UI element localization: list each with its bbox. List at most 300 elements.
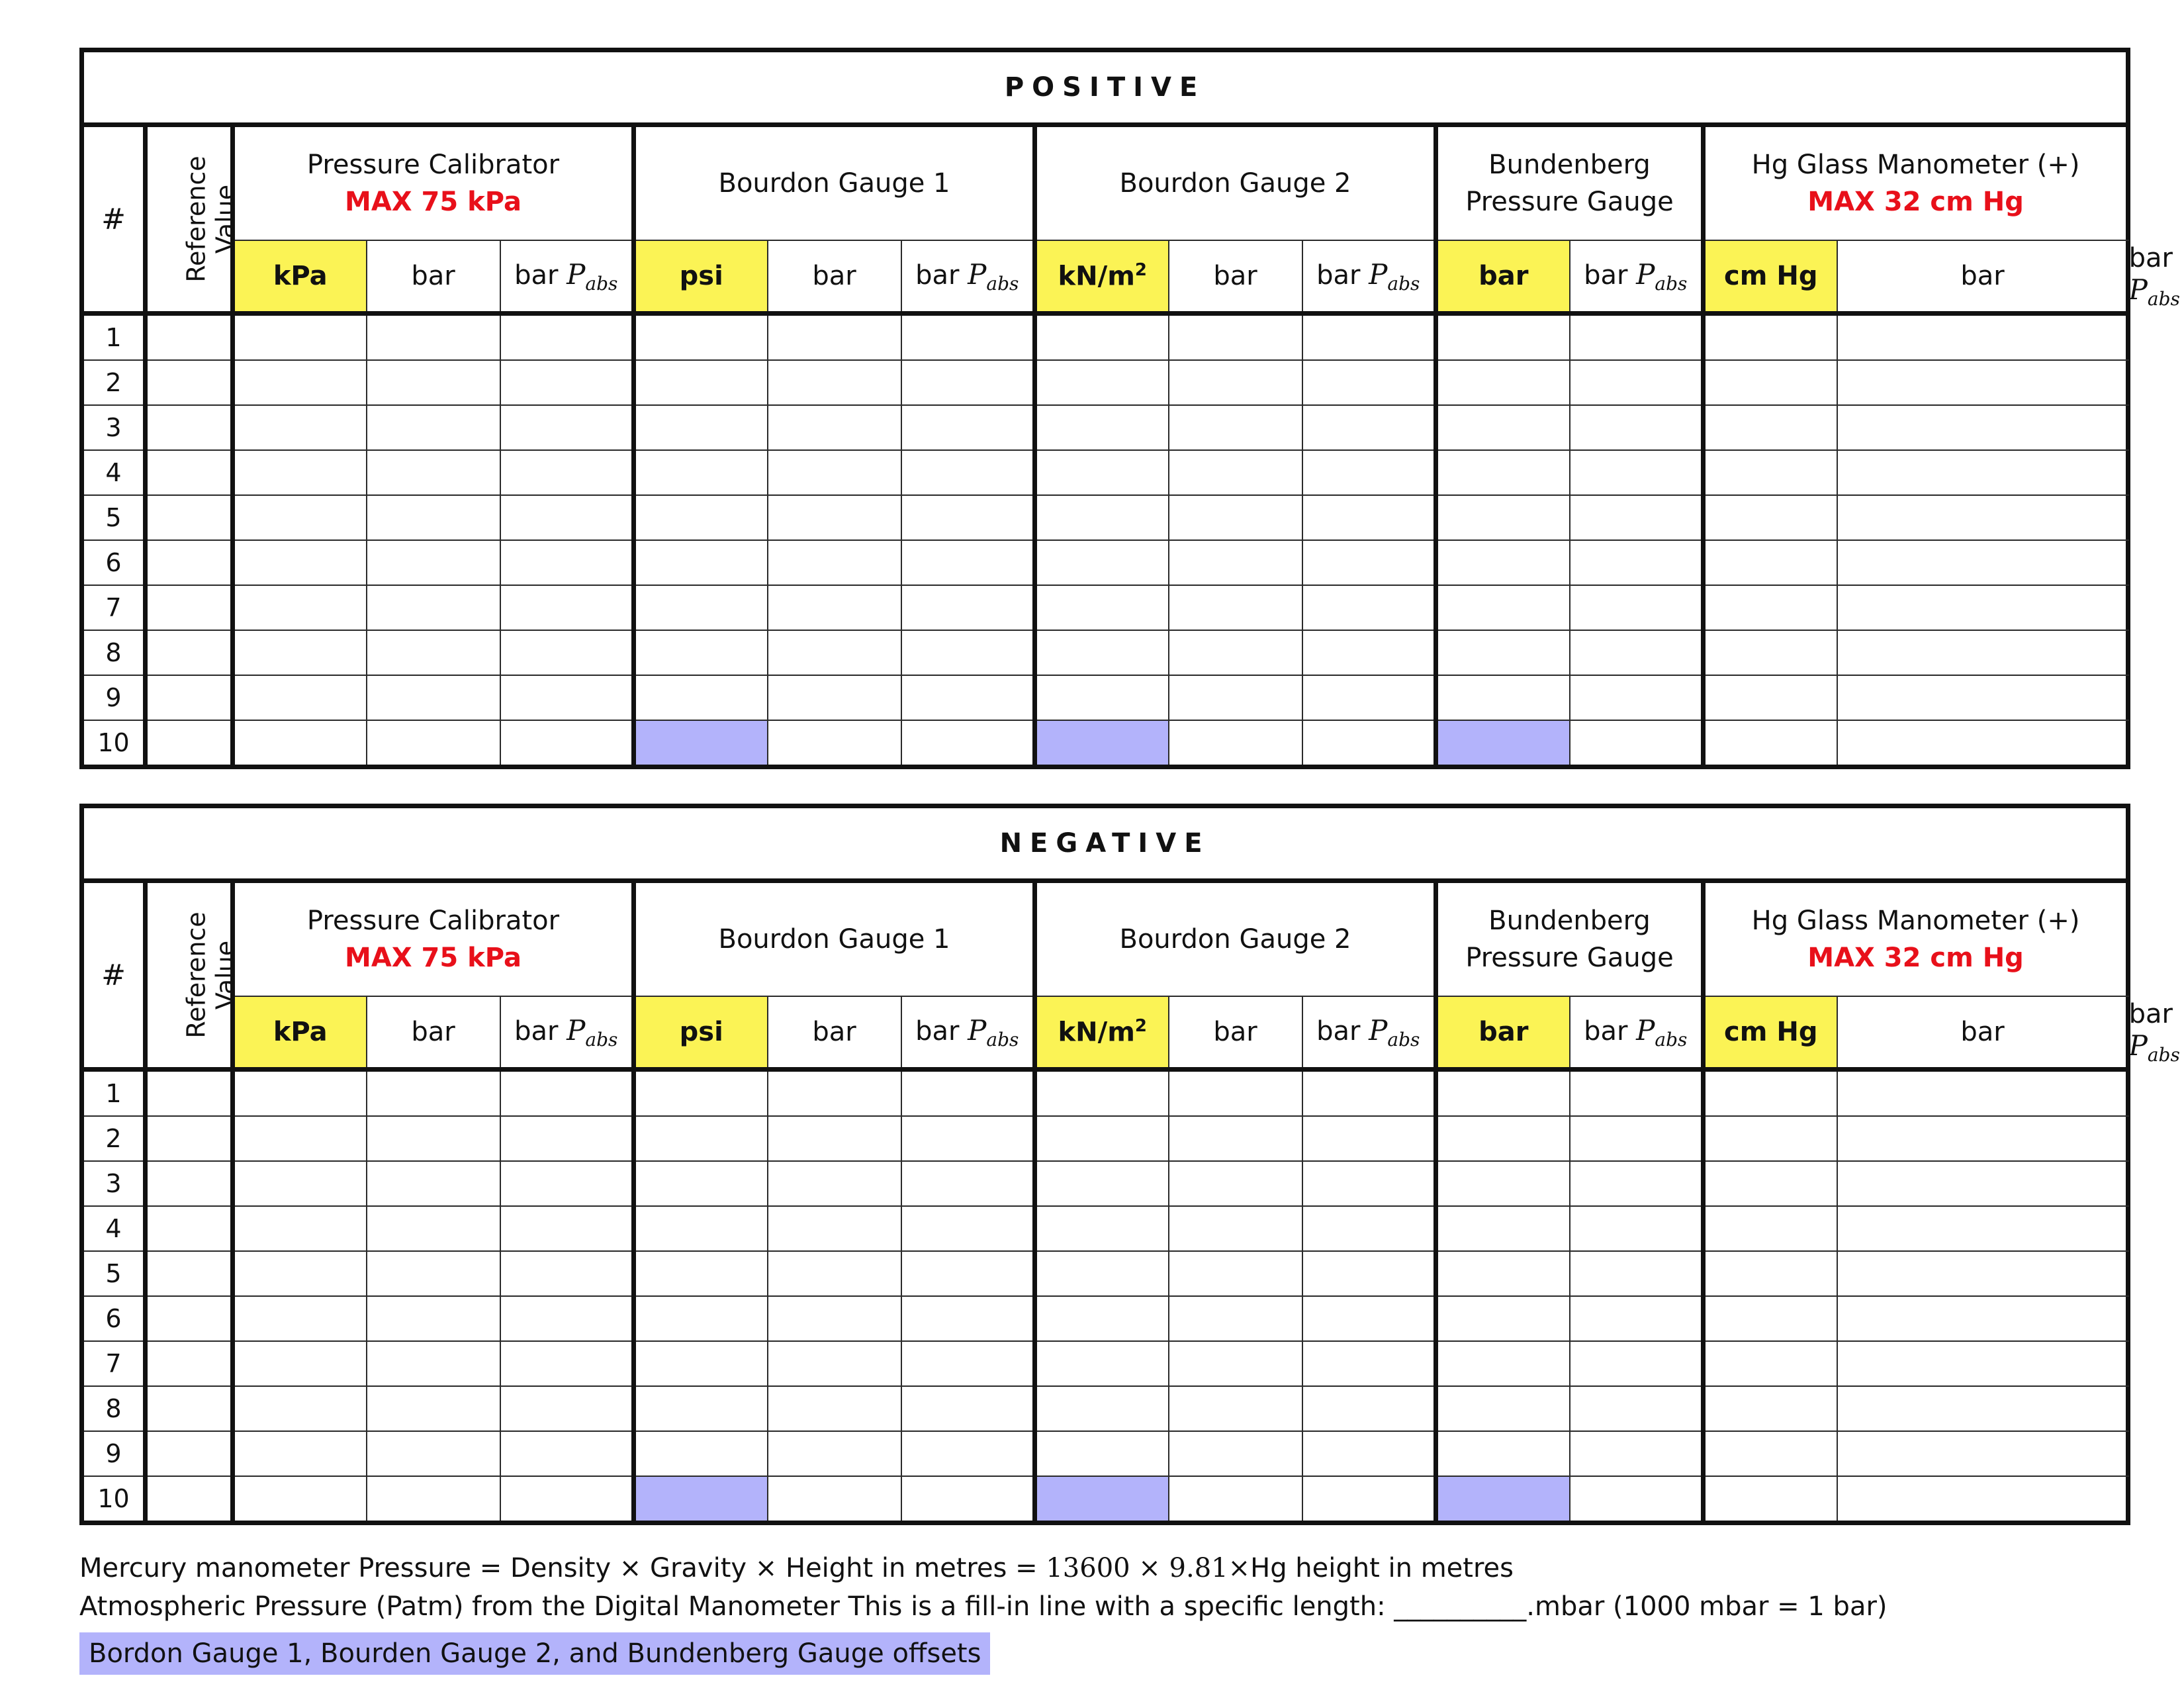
entry-cell[interactable] [1570,495,1704,540]
reference-value-cell[interactable] [146,360,233,405]
entry-cell[interactable] [233,360,367,405]
unit-header-bar-absolute: bar $P_{abs}$ [500,240,634,314]
entry-cell[interactable] [233,1386,367,1431]
table-row [82,540,2128,585]
entry-cell[interactable] [1837,360,2128,405]
entry-cell[interactable] [901,675,1035,720]
reference-value-cell[interactable] [146,720,233,767]
entry-cell[interactable] [1837,1386,2128,1431]
entry-cell[interactable] [1704,1341,1837,1386]
entry-cell[interactable] [634,1296,768,1341]
entry-cell[interactable] [1169,540,1302,585]
entry-cell[interactable] [1436,405,1570,450]
entry-cell[interactable] [634,360,768,405]
entry-cell[interactable] [634,1251,768,1296]
entry-cell[interactable] [1570,1070,1704,1117]
entry-cell[interactable] [1837,450,2128,495]
entry-cell[interactable] [634,1431,768,1476]
entry-cell[interactable] [1436,1431,1570,1476]
entry-cell[interactable] [634,1341,768,1386]
entry-cell[interactable] [768,1476,901,1523]
entry-cell[interactable] [367,360,500,405]
entry-cell[interactable] [1035,1341,1169,1386]
entry-cell[interactable] [367,1296,500,1341]
entry-cell[interactable] [768,1116,901,1161]
entry-cell[interactable] [901,585,1035,630]
entry-cell[interactable] [367,1070,500,1117]
entry-cell[interactable] [1169,1431,1302,1476]
reference-value-cell[interactable] [146,1341,233,1386]
entry-cell[interactable] [901,630,1035,675]
entry-cell[interactable] [1570,1386,1704,1431]
entry-cell[interactable] [1570,1341,1704,1386]
entry-cell[interactable] [634,450,768,495]
entry-cell[interactable] [367,495,500,540]
entry-cell[interactable] [1436,1116,1570,1161]
entry-cell[interactable] [1436,450,1570,495]
offset-legend: Bordon Gauge 1, Bourden Gauge 2, and Bundenberg Gauge offsets [79,1632,990,1675]
offset-cell[interactable] [634,1476,768,1523]
entry-cell[interactable] [1837,314,2128,361]
entry-cell[interactable] [1169,675,1302,720]
entry-cell[interactable] [1035,585,1169,630]
entry-cell[interactable] [768,450,901,495]
reference-value-cell[interactable] [146,540,233,585]
entry-cell[interactable] [1704,1476,1837,1523]
entry-cell[interactable] [1035,405,1169,450]
entry-cell[interactable] [1035,1116,1169,1161]
entry-cell[interactable] [768,1161,901,1206]
entry-cell[interactable] [1035,314,1169,361]
entry-cell[interactable] [1570,1296,1704,1341]
bourdon-gauge-1-header: Bourdon Gauge 1 [634,881,1035,997]
reference-value-cell[interactable] [146,405,233,450]
entry-cell[interactable] [1169,1341,1302,1386]
entry-cell[interactable] [1570,1476,1704,1523]
entry-cell[interactable] [1837,1070,2128,1117]
entry-cell[interactable] [634,1116,768,1161]
entry-cell[interactable] [1035,495,1169,540]
entry-cell[interactable] [1704,720,1837,767]
reference-value-cell[interactable] [146,1296,233,1341]
entry-cell[interactable] [1169,1070,1302,1117]
entry-cell[interactable] [1302,360,1436,405]
entry-cell[interactable] [500,585,634,630]
entry-cell[interactable] [1035,630,1169,675]
unit-header-bar-absolute: bar $P_{abs}$ [901,996,1035,1070]
entry-cell[interactable] [1436,1341,1570,1386]
entry-cell[interactable] [634,630,768,675]
entry-cell[interactable] [1436,1070,1570,1117]
entry-cell[interactable] [1704,1296,1837,1341]
entry-cell[interactable] [233,450,367,495]
entry-cell[interactable] [500,405,634,450]
entry-cell[interactable] [1302,1251,1436,1296]
reference-value-cell[interactable] [146,675,233,720]
entry-cell[interactable] [1570,314,1704,361]
entry-cell[interactable] [1302,1296,1436,1341]
entry-cell[interactable] [1302,1161,1436,1206]
entry-cell[interactable] [901,1116,1035,1161]
entry-cell[interactable] [901,720,1035,767]
entry-cell[interactable] [1704,1431,1837,1476]
entry-cell[interactable] [634,540,768,585]
entry-cell[interactable] [500,1431,634,1476]
entry-cell[interactable] [1570,1251,1704,1296]
entry-cell[interactable] [367,1386,500,1431]
reference-value-cell[interactable] [146,1251,233,1296]
reference-value-cell[interactable] [146,314,233,361]
entry-cell[interactable] [768,1431,901,1476]
entry-cell[interactable] [1570,585,1704,630]
entry-cell[interactable] [1837,1161,2128,1206]
entry-cell[interactable] [1837,675,2128,720]
entry-cell[interactable] [1570,675,1704,720]
entry-cell[interactable] [901,1070,1035,1117]
entry-cell[interactable] [233,585,367,630]
table-row [82,1386,2128,1431]
entry-cell[interactable] [634,675,768,720]
entry-cell[interactable] [367,630,500,675]
reference-value-cell[interactable] [146,1206,233,1251]
bourdon-gauge-2-header: Bourdon Gauge 2 [1035,125,1436,241]
entry-cell[interactable] [233,495,367,540]
reference-value-cell[interactable] [146,630,233,675]
unit-header-primary: cm Hg [1704,240,1837,314]
entry-cell[interactable] [901,540,1035,585]
entry-cell[interactable] [1169,1161,1302,1206]
reference-value-cell[interactable] [146,450,233,495]
entry-cell[interactable] [1302,540,1436,585]
entry-cell[interactable] [1436,495,1570,540]
entry-cell[interactable] [1035,675,1169,720]
entry-cell[interactable] [901,1206,1035,1251]
entry-cell[interactable] [367,405,500,450]
entry-cell[interactable] [1035,1296,1169,1341]
entry-cell[interactable] [233,314,367,361]
entry-cell[interactable] [500,450,634,495]
entry-cell[interactable] [367,1251,500,1296]
entry-cell[interactable] [768,1386,901,1431]
entry-cell[interactable] [901,1341,1035,1386]
entry-cell[interactable] [1837,1116,2128,1161]
entry-cell[interactable] [1169,720,1302,767]
entry-cell[interactable] [768,1296,901,1341]
entry-cell[interactable] [634,314,768,361]
reference-value-cell[interactable] [146,585,233,630]
entry-cell[interactable] [1302,1431,1436,1476]
entry-cell[interactable] [1570,630,1704,675]
entry-cell[interactable] [1704,1386,1837,1431]
entry-cell[interactable] [1704,630,1837,675]
entry-cell[interactable] [1436,630,1570,675]
entry-cell[interactable] [367,1161,500,1206]
entry-cell[interactable] [1169,585,1302,630]
entry-cell[interactable] [1035,450,1169,495]
entry-cell[interactable] [768,1070,901,1117]
entry-cell[interactable] [1704,314,1837,361]
unit-header-primary: psi [634,996,768,1070]
entry-cell[interactable] [1570,540,1704,585]
entry-cell[interactable] [768,405,901,450]
entry-cell[interactable] [1169,405,1302,450]
entry-cell[interactable] [1704,1116,1837,1161]
entry-cell[interactable] [1570,360,1704,405]
entry-cell[interactable] [1169,314,1302,361]
entry-cell[interactable] [1035,1206,1169,1251]
entry-cell[interactable] [901,1431,1035,1476]
entry-cell[interactable] [1035,1431,1169,1476]
entry-cell[interactable] [1837,1476,2128,1523]
entry-cell[interactable] [500,675,634,720]
table-row [82,630,2128,675]
entry-cell[interactable] [367,540,500,585]
entry-cell[interactable] [1035,360,1169,405]
entry-cell[interactable] [1169,1251,1302,1296]
entry-cell[interactable] [1837,720,2128,767]
entry-cell[interactable] [1436,314,1570,361]
entry-cell[interactable] [1302,585,1436,630]
entry-cell[interactable] [1570,405,1704,450]
entry-cell[interactable] [367,1206,500,1251]
entry-cell[interactable] [901,360,1035,405]
entry-cell[interactable] [233,1296,367,1341]
entry-cell[interactable] [500,314,634,361]
entry-cell[interactable] [233,405,367,450]
offset-cell[interactable] [1035,720,1169,767]
table-title: POSITIVE [82,50,2128,125]
reference-value-cell[interactable] [146,1161,233,1206]
entry-cell[interactable] [768,1251,901,1296]
entry-cell[interactable] [500,1206,634,1251]
entry-cell[interactable] [367,450,500,495]
entry-cell[interactable] [634,1161,768,1206]
entry-cell[interactable] [1704,540,1837,585]
entry-cell[interactable] [1169,1206,1302,1251]
entry-cell[interactable] [1169,450,1302,495]
entry-cell[interactable] [1837,630,2128,675]
entry-cell[interactable] [1704,1251,1837,1296]
entry-cell[interactable] [634,405,768,450]
entry-cell[interactable] [634,585,768,630]
entry-cell[interactable] [1436,540,1570,585]
entry-cell[interactable] [1035,1161,1169,1206]
entry-cell[interactable] [500,1116,634,1161]
entry-cell[interactable] [1837,405,2128,450]
entry-cell[interactable] [1570,1161,1704,1206]
entry-cell[interactable] [634,1070,768,1117]
entry-cell[interactable] [500,360,634,405]
entry-cell[interactable] [1436,1251,1570,1296]
entry-cell[interactable] [233,1116,367,1161]
entry-cell[interactable] [233,1206,367,1251]
entry-cell[interactable] [1169,630,1302,675]
entry-cell[interactable] [1302,450,1436,495]
entry-cell[interactable] [901,1161,1035,1206]
entry-cell[interactable] [1436,360,1570,405]
entry-cell[interactable] [500,1161,634,1206]
entry-cell[interactable] [1035,1251,1169,1296]
entry-cell[interactable] [500,630,634,675]
entry-cell[interactable] [901,1386,1035,1431]
entry-cell[interactable] [233,540,367,585]
entry-cell[interactable] [1436,1161,1570,1206]
entry-cell[interactable] [1035,1386,1169,1431]
entry-cell[interactable] [634,1206,768,1251]
entry-cell[interactable] [901,1296,1035,1341]
entry-cell[interactable] [1704,1161,1837,1206]
entry-cell[interactable] [1302,405,1436,450]
table-row [82,1296,2128,1341]
entry-cell[interactable] [367,1116,500,1161]
entry-cell[interactable] [233,1476,367,1523]
entry-cell[interactable] [500,495,634,540]
entry-cell[interactable] [634,1386,768,1431]
entry-cell[interactable] [233,675,367,720]
entry-cell[interactable] [1837,1296,2128,1341]
entry-cell[interactable] [233,1341,367,1386]
entry-cell[interactable] [1302,1116,1436,1161]
entry-cell[interactable] [1704,1070,1837,1117]
entry-cell[interactable] [1570,450,1704,495]
entry-cell[interactable] [1169,1116,1302,1161]
entry-cell[interactable] [500,1296,634,1341]
offset-cell[interactable] [1035,1476,1169,1523]
entry-cell[interactable] [1436,1206,1570,1251]
entry-cell[interactable] [1837,585,2128,630]
entry-cell[interactable] [901,1251,1035,1296]
entry-cell[interactable] [500,720,634,767]
entry-cell[interactable] [768,630,901,675]
entry-cell[interactable] [1704,495,1837,540]
entry-cell[interactable] [768,585,901,630]
entry-cell[interactable] [1035,540,1169,585]
entry-cell[interactable] [1302,1341,1436,1386]
entry-cell[interactable] [233,630,367,675]
entry-cell[interactable] [1302,720,1436,767]
entry-cell[interactable] [367,585,500,630]
data-table: POSITIVE # Reference Value Pressure Calibrator MAX 75 kPa Bourdon Gauge 1 Bourdon Gauge 2 Bundenberg Pressure Gauge Hg Glass Manometer (+) MAX 32 cm Hg kPa bar bar $P_{abs}$ psi bar bar $P_{abs}$ $kN/m^2$ bar bar $P_{abs}$ bar bar $P_{abs}$ cm Hg bar bar $P_{abs}$ 1 2 3 4 5 6 7 8 9 10 [79,48,2130,769]
entry-cell[interactable] [500,540,634,585]
reference-value-cell[interactable] [146,1386,233,1431]
entry-cell[interactable] [768,495,901,540]
entry-cell[interactable] [1302,1386,1436,1431]
entry-cell[interactable] [1704,585,1837,630]
entry-cell[interactable] [901,405,1035,450]
entry-cell[interactable] [1169,495,1302,540]
entry-cell[interactable] [901,1476,1035,1523]
entry-cell[interactable] [233,1161,367,1206]
entry-cell[interactable] [768,1206,901,1251]
entry-cell[interactable] [1169,360,1302,405]
entry-cell[interactable] [1169,1296,1302,1341]
entry-cell[interactable] [233,1070,367,1117]
entry-cell[interactable] [367,1431,500,1476]
entry-cell[interactable] [1837,495,2128,540]
entry-cell[interactable] [1570,1116,1704,1161]
entry-cell[interactable] [768,720,901,767]
offset-cell[interactable] [1436,720,1570,767]
entry-cell[interactable] [1570,720,1704,767]
offset-cell[interactable] [1436,1476,1570,1523]
entry-cell[interactable] [1035,1070,1169,1117]
row-number: 9 [82,675,146,720]
entry-cell[interactable] [1837,540,2128,585]
entry-cell[interactable] [1704,675,1837,720]
entry-cell[interactable] [500,1386,634,1431]
entry-cell[interactable] [1837,1431,2128,1476]
offset-cell[interactable] [634,720,768,767]
reference-value-cell[interactable] [146,495,233,540]
entry-cell[interactable] [1704,405,1837,450]
entry-cell[interactable] [1302,1070,1436,1117]
entry-cell[interactable] [768,360,901,405]
entry-cell[interactable] [1169,1386,1302,1431]
entry-cell[interactable] [367,1341,500,1386]
entry-cell[interactable] [1436,675,1570,720]
entry-cell[interactable] [1302,314,1436,361]
entry-cell[interactable] [233,1251,367,1296]
entry-cell[interactable] [367,675,500,720]
entry-cell[interactable] [233,1431,367,1476]
entry-cell[interactable] [500,1476,634,1523]
entry-cell[interactable] [768,314,901,361]
entry-cell[interactable] [500,1251,634,1296]
entry-cell[interactable] [901,495,1035,540]
entry-cell[interactable] [1704,360,1837,405]
entry-cell[interactable] [367,314,500,361]
entry-cell[interactable] [1704,1206,1837,1251]
entry-cell[interactable] [1302,675,1436,720]
entry-cell[interactable] [768,1341,901,1386]
entry-cell[interactable] [1169,1476,1302,1523]
entry-cell[interactable] [1436,585,1570,630]
entry-cell[interactable] [901,450,1035,495]
entry-cell[interactable] [1837,1341,2128,1386]
reference-value-cell[interactable] [146,1431,233,1476]
data-table: NEGATIVE # Reference Value Pressure Calibrator MAX 75 kPa Bourdon Gauge 1 Bourdon Gauge 2 Bundenberg Pressure Gauge Hg Glass Manometer (+) MAX 32 cm Hg kPa bar bar $P_{abs}$ psi bar bar $P_{abs}$ $kN/m^2$ bar bar $P_{abs}$ bar bar $P_{abs}$ cm Hg bar bar $P_{abs}$ 1 2 3 4 5 6 7 8 9 10 [79,804,2130,1525]
entry-cell[interactable] [1302,630,1436,675]
entry-cell[interactable] [500,1341,634,1386]
entry-cell[interactable] [1436,1386,1570,1431]
entry-cell[interactable] [1837,1251,2128,1296]
entry-cell[interactable] [1704,450,1837,495]
row-number: 5 [82,495,146,540]
entry-cell[interactable] [367,1476,500,1523]
entry-cell[interactable] [901,314,1035,361]
reference-value-cell[interactable] [146,1070,233,1117]
entry-cell[interactable] [1302,495,1436,540]
row-number-header: # [82,125,146,314]
entry-cell[interactable] [768,540,901,585]
entry-cell[interactable] [634,495,768,540]
reference-value-cell[interactable] [146,1116,233,1161]
entry-cell[interactable] [1302,1476,1436,1523]
entry-cell[interactable] [1436,1296,1570,1341]
entry-cell[interactable] [1302,1206,1436,1251]
entry-cell[interactable] [1570,1431,1704,1476]
row-number: 2 [82,360,146,405]
entry-cell[interactable] [1570,1206,1704,1251]
entry-cell[interactable] [768,675,901,720]
pressure-calibrator-header: Pressure Calibrator MAX 75 kPa [233,881,634,997]
bourdon-gauge-2-header: Bourdon Gauge 2 [1035,881,1436,997]
entry-cell[interactable] [1837,1206,2128,1251]
entry-cell[interactable] [500,1070,634,1117]
entry-cell[interactable] [367,720,500,767]
entry-cell[interactable] [233,720,367,767]
reference-value-cell[interactable] [146,1476,233,1523]
